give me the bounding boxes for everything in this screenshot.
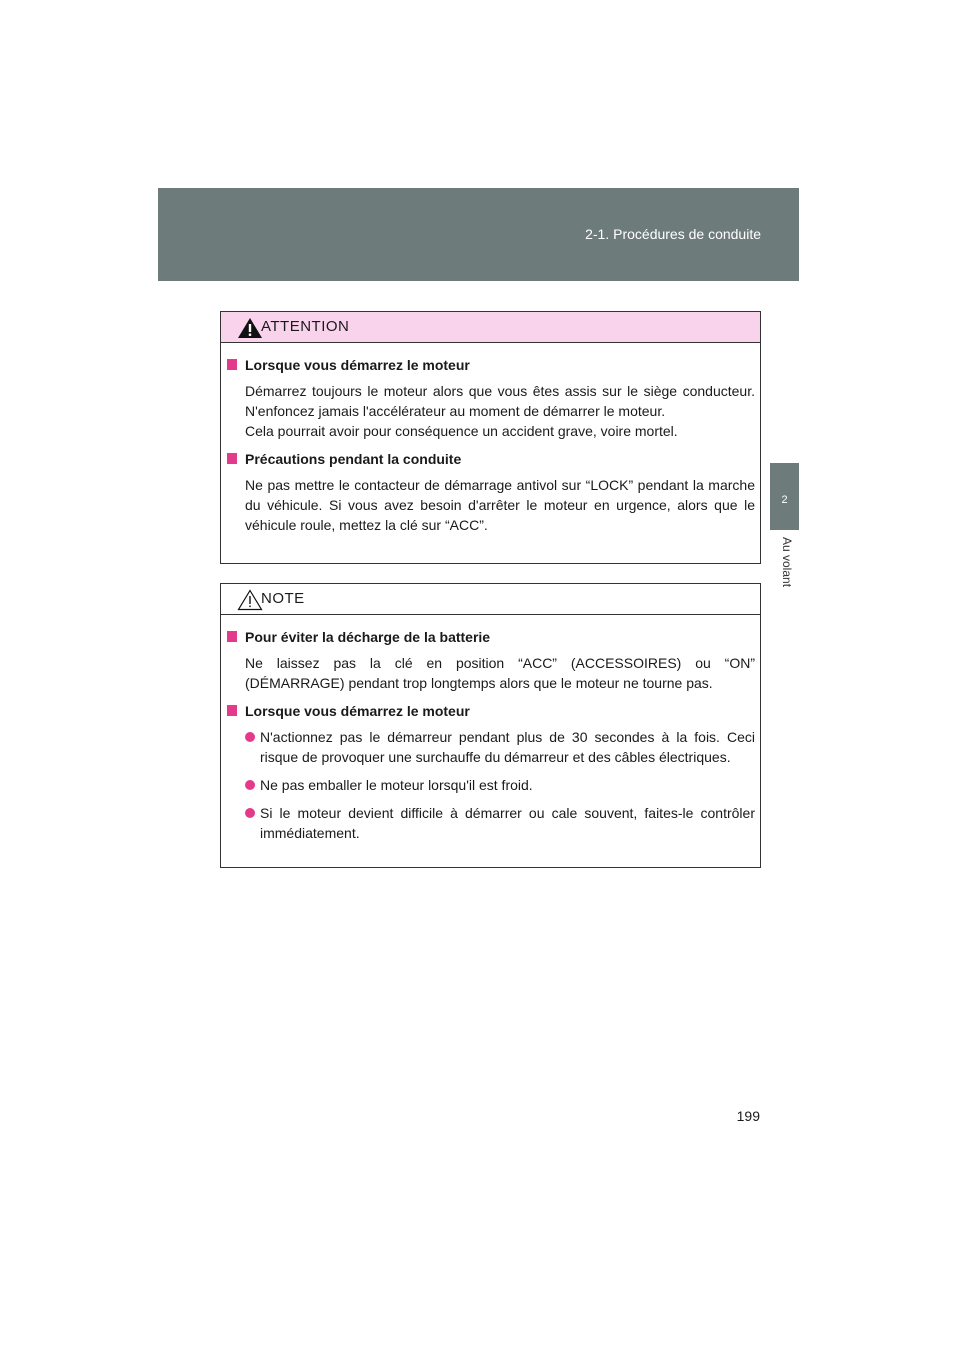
round-bullet-icon [245,808,255,818]
list-item: Si le moteur devient difficile à démarrer ou cale souvent, faites-le contrôler immédiatement. [245,803,755,843]
caution-outline-icon [237,589,263,611]
chapter-tab [770,463,799,530]
section-header [158,188,799,281]
note-section-heading: Lorsque vous démarrez le moteur [227,701,755,721]
square-bullet-icon [227,631,237,642]
round-bullet-icon [245,780,255,790]
note-paragraph: Ne laissez pas la clé en position “ACC” (ACCESSOIRES) ou “ON” (DÉMARRAGE) pendant trop longtemps alors que le moteur ne tourne pas. [245,655,755,691]
square-bullet-icon [227,453,237,464]
attention-box [220,311,761,564]
attention-section-heading: Précautions pendant la conduite [227,449,755,469]
section-title: 2-1. Procédures de conduite [585,226,761,242]
chapter-label: Au volant [780,537,794,588]
attention-section-heading: Lorsque vous démarrez le moteur [227,355,755,375]
warning-icon [237,317,263,339]
list-item: N'actionnez pas le démarreur pendant plus de 30 secondes à la fois. Ceci risque de provoquer une surchauffe du démarreur et des câbles électriques. [245,727,755,767]
attention-header [221,312,760,343]
page-number: 199 [736,1108,760,1124]
chapter-number: 2 [781,494,788,506]
round-bullet-icon [245,732,255,742]
note-body [221,615,760,843]
square-bullet-icon [227,705,237,716]
attention-paragraph: Démarrez toujours le moteur alors que vous êtes assis sur le siège conducteur. N'enfoncez jamais l'accélérateur au moment de démarrer le moteur. Cela pourrait avoir pour conséquence un accident grave, voire mortel. [245,383,755,439]
attention-title: ATTENTION [261,318,350,335]
note-section-heading: Pour éviter la décharge de la batterie [227,627,755,647]
note-title: NOTE [261,590,305,607]
note-header [221,584,760,615]
note-box [220,583,761,868]
attention-body [221,343,760,535]
list-item: Ne pas emballer le moteur lorsqu'il est froid. [245,775,755,795]
attention-paragraph: Ne pas mettre le contacteur de démarrage antivol sur “LOCK” pendant la marche du véhicule. Si vous avez besoin d'arrêter le moteur en urgence, alors que le véhicule roule, mettez la clé sur “ACC”. [245,477,755,533]
square-bullet-icon [227,359,237,370]
